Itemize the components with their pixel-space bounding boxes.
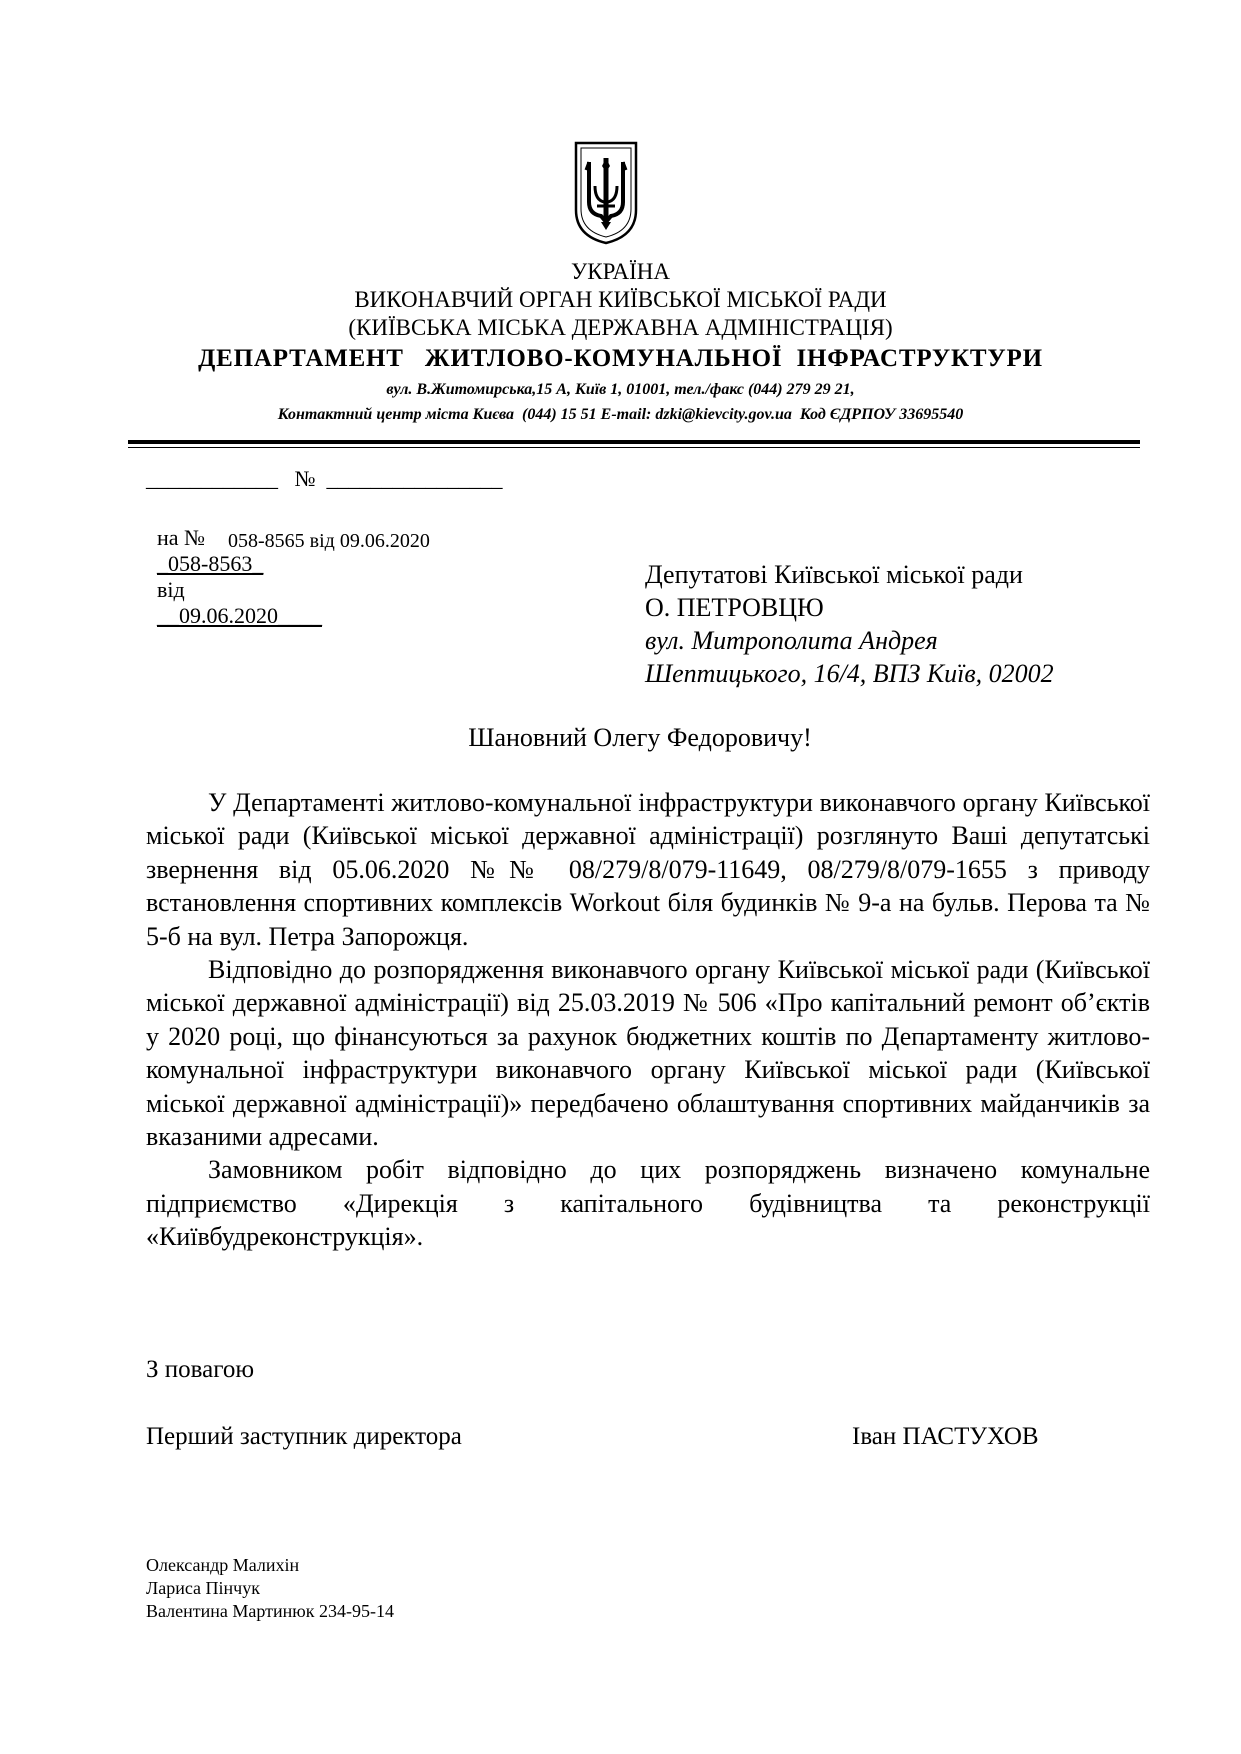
- recipient-address-line-2: Шептицького, 16/4, ВПЗ Київ, 02002: [645, 659, 1054, 688]
- executor-1: Олександр Малихін: [146, 1555, 300, 1575]
- header-divider-thin: [128, 447, 1140, 448]
- signatory-name: Іван ПАСТУХОВ: [852, 1423, 1039, 1450]
- outgoing-number-line: ____________ № ________________: [146, 466, 503, 491]
- letter-body: [146, 786, 1150, 1254]
- executor-2: Лариса Пінчук: [146, 1578, 260, 1598]
- header-address-line-2: Контактний центр міста Києва (044) 15 51 E-mail: dzki@kievcity.gov.ua Код ЄДРПОУ 33695540: [277, 406, 964, 423]
- reply-date: __09.06.2020____: [157, 603, 322, 628]
- reply-from-word: від: [157, 577, 185, 602]
- trident-icon: [571, 140, 641, 246]
- recipient-title: Депутатові Київської міської ради: [645, 560, 1023, 589]
- signatory-position: Перший заступник директора: [146, 1423, 462, 1450]
- closing: З повагою: [146, 1356, 255, 1383]
- reply-number: _058-8563_: [157, 551, 264, 576]
- header-authority-alt: (КИЇВСЬКА МІСЬКА ДЕРЖАВНА АДМІНІСТРАЦІЯ): [348, 315, 893, 340]
- reply-prefix: на №: [157, 525, 206, 550]
- header-department: ДЕПАРТАМЕНТ ЖИТЛОВО-КОМУНАЛЬНОЇ ІНФРАСТРУКТУРИ: [198, 345, 1043, 372]
- executor-3: Валентина Мартинюк 234-95-14: [146, 1601, 394, 1621]
- recipient-block: [645, 558, 1054, 690]
- greeting: Шановний Олегу Федоровичу!: [468, 723, 812, 752]
- body-paragraph-2: Відповідно до розпорядження виконавчого органу Київської міської ради (Київської міської державної адміністрації) від 25.03.2019 № 506 «Про капітальний ремонт об’єктів у 2020 році, що фінансуються за рахунок бюджетних коштів по Департаменту житлово-комунальної інфраструктури виконавчого органу Київської міської ради (Київської міської державної адміністрації)» передбачено облаштування спортивних майданчиків за вказаними адресами.: [146, 955, 1150, 1152]
- coat-of-arms-emblem: [571, 140, 641, 246]
- header-divider-thick: [128, 440, 1140, 444]
- reply-reference: [146, 499, 322, 629]
- header-authority: ВИКОНАВЧИЙ ОРГАН КИЇВСЬКОЇ МІСЬКОЇ РАДИ: [354, 287, 887, 312]
- second-reference: 058-8565 від 09.06.2020: [228, 530, 430, 552]
- header-country: УКРАЇНА: [571, 259, 670, 284]
- body-paragraph-3: Замовником робіт відповідно до цих розпоряджень визначено комунальне підприємство «Дирекція з капітального будівництва та реконструкції «Київбудреконструкція».: [146, 1155, 1150, 1252]
- recipient-address-line-1: вул. Митрополита Андрея: [645, 626, 938, 655]
- body-paragraph-1: У Департаменті житлово-комунальної інфраструктури виконавчого органу Київської міської ради (Київської міської державної адміністрації) розглянуто Ваші депутатські звернення від 05.06.2020 №№ 08/279/8/079-11649, 08/279/8/079-1655 з приводу встановлення спортивних комплексів Workout біля будинків № 9-а на бульв. Перова та № 5-б на вул. Петра Запорожця.: [146, 788, 1150, 951]
- recipient-name: О. ПЕТРОВЦЮ: [645, 593, 824, 622]
- header-address-line-1: вул. В.Житомирська,15 А, Київ 1, 01001, тел./факс (044) 279 29 21,: [386, 381, 855, 398]
